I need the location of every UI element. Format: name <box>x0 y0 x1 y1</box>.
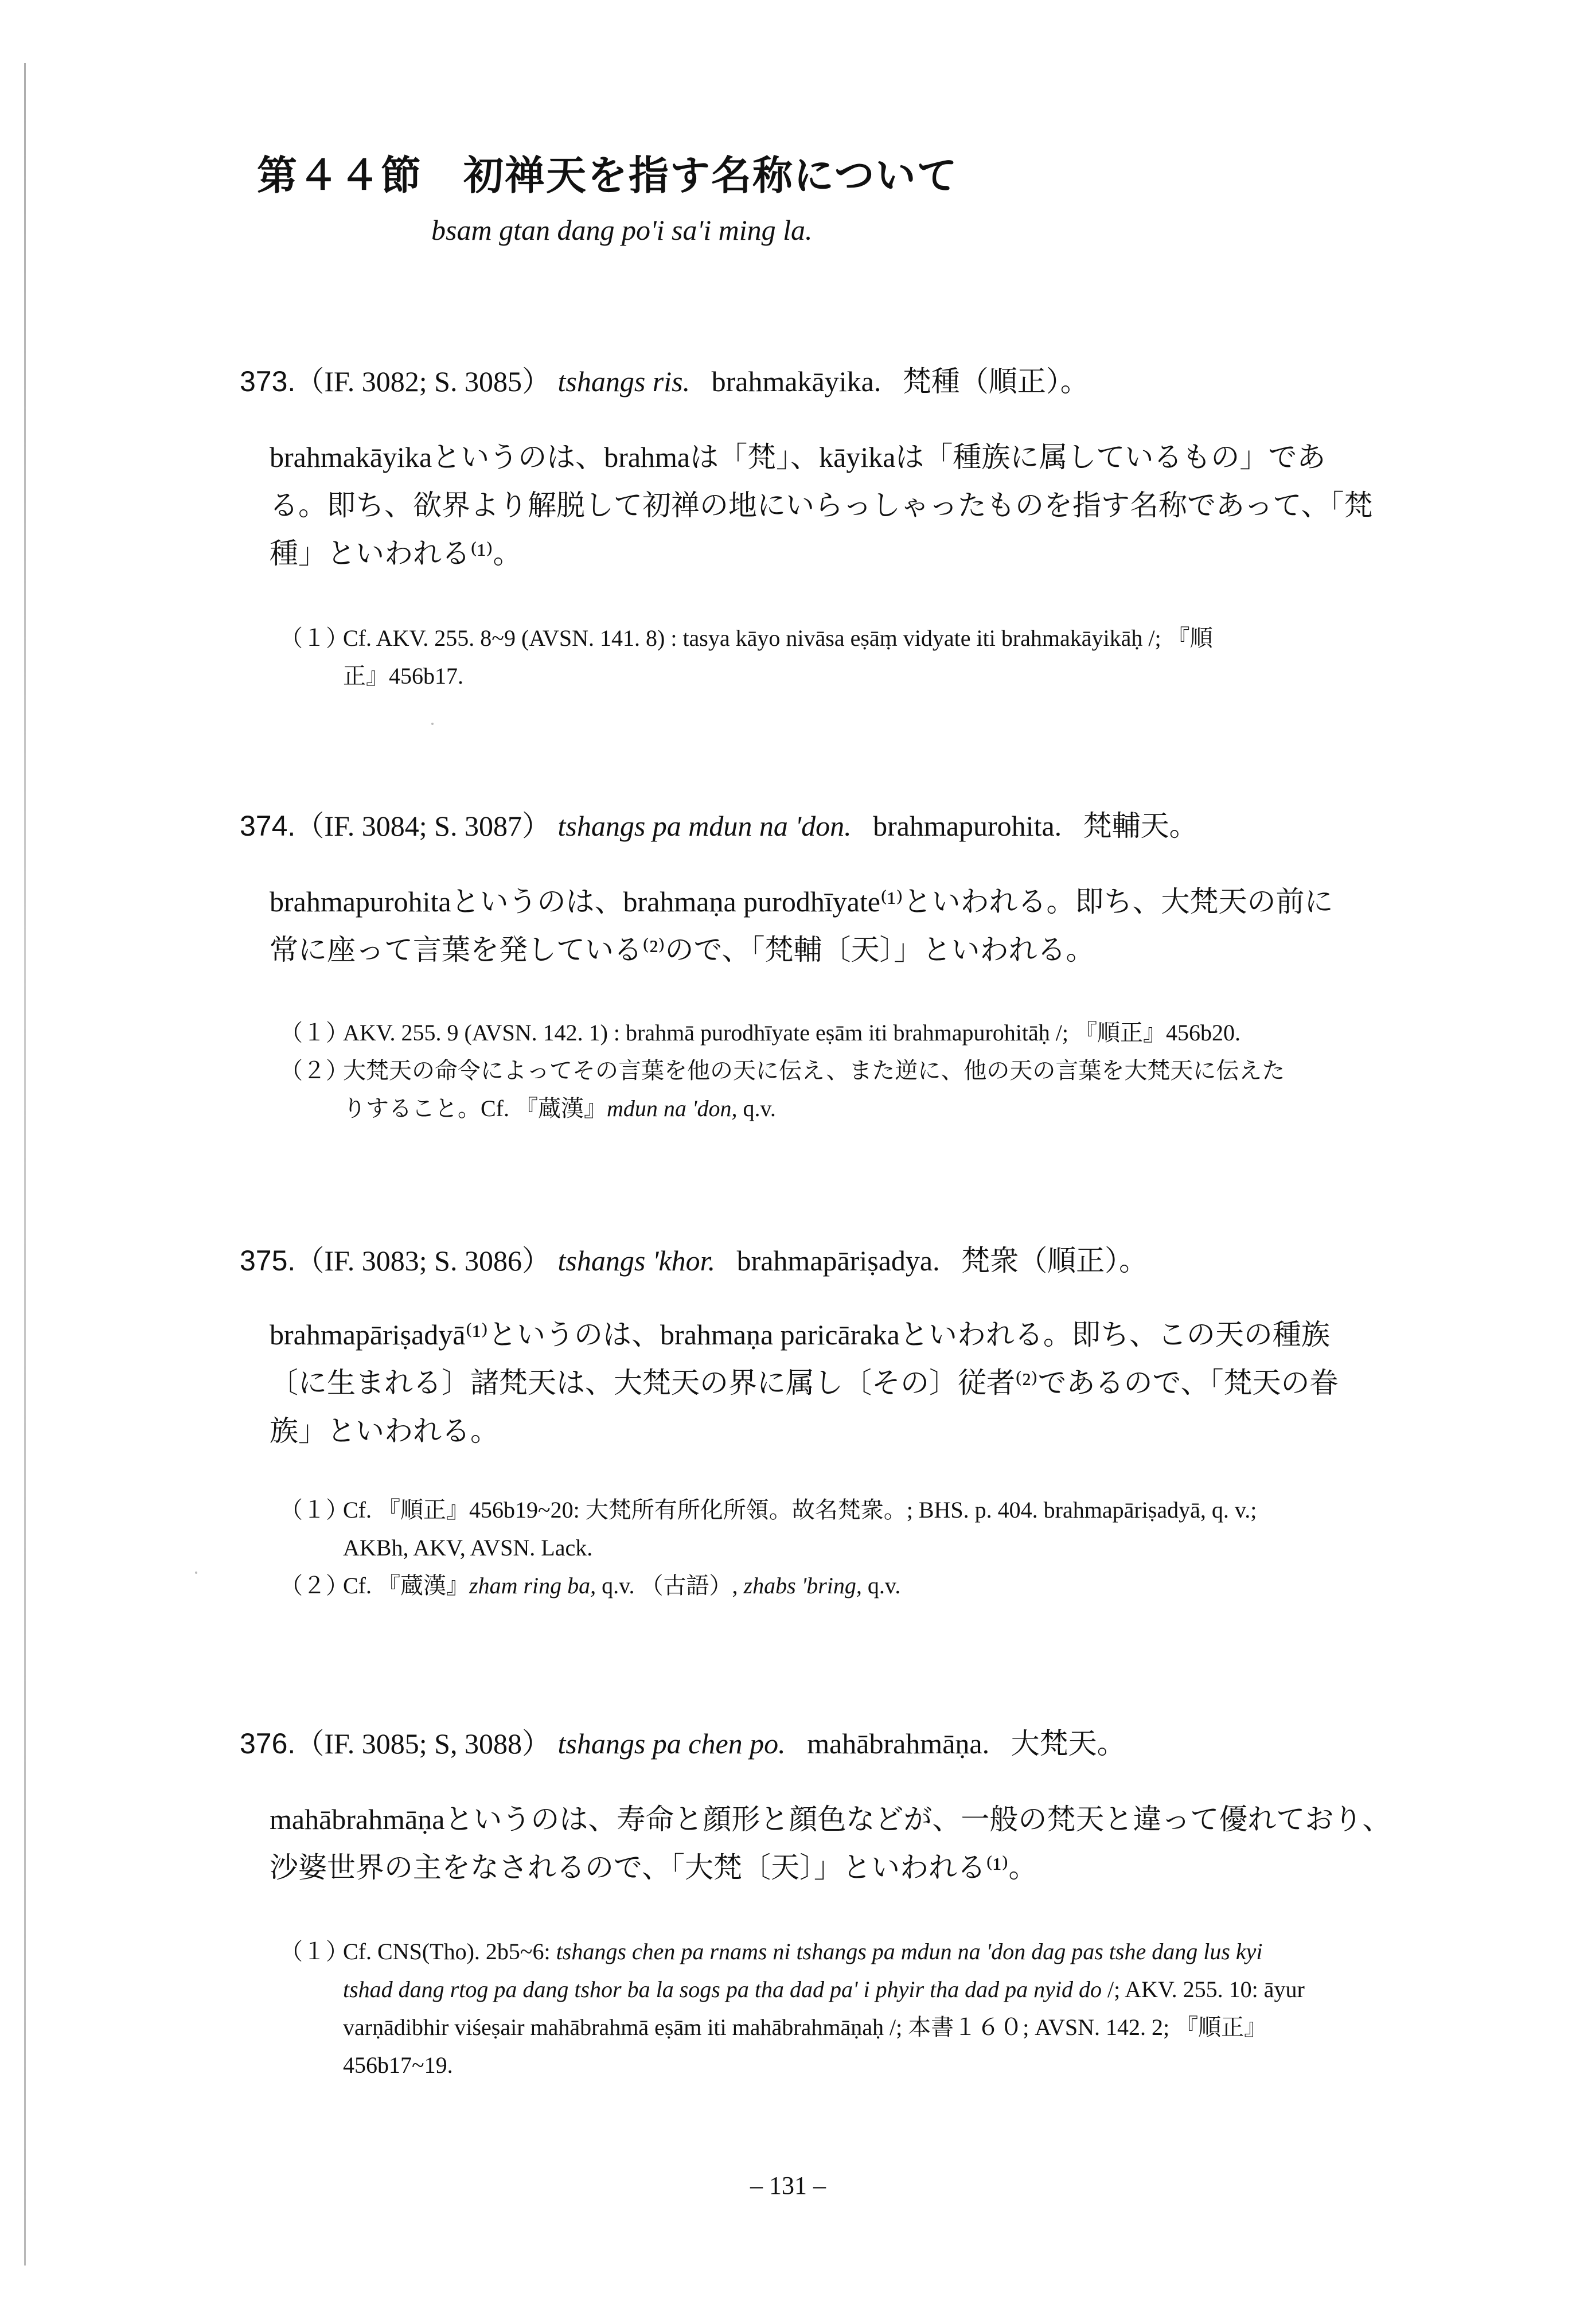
footnote-text: 大梵天の命令によってその言葉を他の天に伝え、また逆に、他の天の言葉を大梵天に伝えた <box>343 1058 1285 1083</box>
footnote-marker: （１） <box>280 625 349 651</box>
entry-number: 374. <box>240 810 296 842</box>
footnote-italic: zhabs 'bring, <box>743 1573 862 1598</box>
footnote-text: 正』456b17. <box>343 663 463 689</box>
footnote-italic: zham ring ba, <box>469 1573 596 1598</box>
footnote-375-1 <box>280 1491 1433 1567</box>
footnote-374-2 <box>280 1052 1433 1128</box>
entry-chinese: 梵輔天。 <box>1083 810 1198 842</box>
footnote-text: Cf. CNS(Tho). 2b5~6: <box>343 1939 556 1964</box>
footnote-italic: tshad dang rtog pa dang tshor ba la sogs pa tha dad pa' i phyir tha dad pa nyid do <box>343 1976 1102 2002</box>
footnote-italic: tshangs chen pa rnams ni tshangs pa mdun na 'don dag pas tshe dang lus kyi <box>556 1939 1263 1964</box>
entry-paragraph-376 <box>270 1795 1445 1892</box>
entry-number: 375. <box>240 1245 296 1277</box>
footnote-marker: （１） <box>280 1497 349 1523</box>
entry-ref: （IF. 3082; S. 3085） <box>295 365 551 397</box>
entry-ref: （IF. 3085; S, 3088） <box>295 1728 551 1760</box>
scan-speck <box>431 723 434 725</box>
footnote-text: Cf. 『順正』456b19~20: 大梵所有所化所領。故名梵衆。; BHS. p. 404. brahmapāriṣadyā, q. v.; <box>343 1497 1257 1523</box>
section-title: 第４４節 初禅天を指す名称について <box>257 151 958 199</box>
entry-heading-375 <box>240 1238 1148 1279</box>
footnote-marker: （２） <box>280 1573 349 1598</box>
entry-tibetan: tshangs pa chen po. <box>557 1728 786 1760</box>
entry-ref: （IF. 3084; S. 3087） <box>295 810 551 842</box>
footnote-text: q.v. <box>737 1095 776 1121</box>
para-line: 常に座って言葉を発している⁽²⁾ので、「梵輔〔天〕」といわれる。 <box>270 934 1095 966</box>
entry-paragraph-375 <box>270 1311 1445 1455</box>
footnote-text: AKBh, AKV, AVSN. Lack. <box>343 1535 593 1561</box>
footnote-373-1 <box>280 619 1433 695</box>
footnote-text: Cf. 『蔵漢』 <box>343 1573 469 1598</box>
footnote-text: AKV. 255. 9 (AVSN. 142. 1) : brahmā purodhīyate eṣām iti brahmapurohitāḥ /; 『順正』456b20. <box>343 1020 1240 1046</box>
entry-sanskrit: brahmakāyika. <box>711 365 881 397</box>
entry-sanskrit: brahmapāriṣadya. <box>736 1245 940 1277</box>
entry-ref: （IF. 3083; S. 3086） <box>295 1245 551 1277</box>
footnote-text-line <box>280 1971 1433 2009</box>
footnote-376-1 <box>280 1933 1433 2084</box>
para-line: 〔に生まれる〕諸梵天は、大梵天の界に属し〔その〕従者⁽²⁾であるので、「梵天の眷 <box>270 1367 1339 1399</box>
entry-number: 373. <box>240 365 296 397</box>
footnote-text-line <box>280 1090 1433 1128</box>
entry-tibetan: tshangs ris. <box>557 365 691 397</box>
scan-speck <box>195 1572 197 1574</box>
entry-heading-373 <box>240 358 1089 400</box>
entry-sanskrit: brahmapurohita. <box>873 810 1062 842</box>
footnote-375-2 <box>280 1567 1433 1605</box>
footnote-text: 456b17~19. <box>343 2052 453 2078</box>
footnote-374-1 <box>280 1014 1433 1052</box>
entry-heading-374 <box>240 803 1198 844</box>
para-line: る。即ち、欲界より解脱して初禅の地にいらっしゃったものを指す名称であって、「梵 <box>270 489 1373 521</box>
footnote-marker: （１） <box>280 1939 349 1964</box>
entry-number: 376. <box>240 1728 296 1760</box>
footnote-text: /; AKV. 255. 10: āyur <box>1102 1976 1305 2002</box>
entry-chinese: 梵衆（順正）。 <box>961 1245 1148 1277</box>
para-line: brahmakāyikaというのは、brahmaは「梵」、kāyikaは「種族に属しているもの」であ <box>270 441 1326 473</box>
entry-chinese: 大梵天。 <box>1011 1728 1126 1760</box>
para-line: 種」といわれる⁽¹⁾。 <box>270 537 522 570</box>
entry-tibetan: tshangs pa mdun na 'don. <box>557 810 852 842</box>
para-line: mahābrahmāṇaというのは、寿命と顔形と顔色などが、一般の梵天と違って優れており、 <box>270 1803 1391 1835</box>
para-line: brahmapāriṣadyā⁽¹⁾というのは、brahmaṇa paricārakaといわれる。即ち、この天の種族 <box>270 1319 1330 1351</box>
footnote-text: q.v. <box>861 1573 901 1598</box>
entry-paragraph-374 <box>270 878 1445 974</box>
entry-chinese: 梵種（順正）。 <box>902 365 1089 397</box>
footnote-italic: mdun na 'don, <box>607 1095 738 1121</box>
para-line: 沙婆世界の主をなされるので、「大梵〔天〕」といわれる⁽¹⁾。 <box>270 1851 1037 1884</box>
section-subtitle: bsam gtan dang po'i sa'i ming la. <box>431 214 813 246</box>
entry-tibetan: tshangs 'khor. <box>557 1245 716 1277</box>
entry-heading-376 <box>240 1721 1126 1762</box>
footnote-text: Cf. AKV. 255. 8~9 (AVSN. 141. 8) : tasya kāyo nivāsa eṣāṃ vidyate iti brahmakāyikāḥ /; 『順 <box>343 625 1213 651</box>
footnote-marker: （２） <box>280 1058 349 1083</box>
para-line: 族」といわれる。 <box>270 1415 499 1447</box>
footnote-text: りすること。Cf. 『蔵漢』 <box>343 1095 607 1121</box>
para-line: brahmapurohitaというのは、brahmaṇa purodhīyate⁽¹⁾といわれる。即ち、大梵天の前に <box>270 886 1333 918</box>
footnote-text: q.v. （古語）, <box>596 1573 744 1598</box>
page-number: – 131 – <box>750 2171 826 2200</box>
entry-paragraph-373 <box>270 433 1445 578</box>
footnote-marker: （１） <box>280 1020 349 1046</box>
entry-sanskrit: mahābrahmāṇa. <box>807 1728 990 1760</box>
footnote-text: varṇādibhir viśeṣair mahābrahmā eṣām iti mahābrahmāṇaḥ /; 本書１６０; AVSN. 142. 2; 『順正』 <box>343 2014 1267 2040</box>
